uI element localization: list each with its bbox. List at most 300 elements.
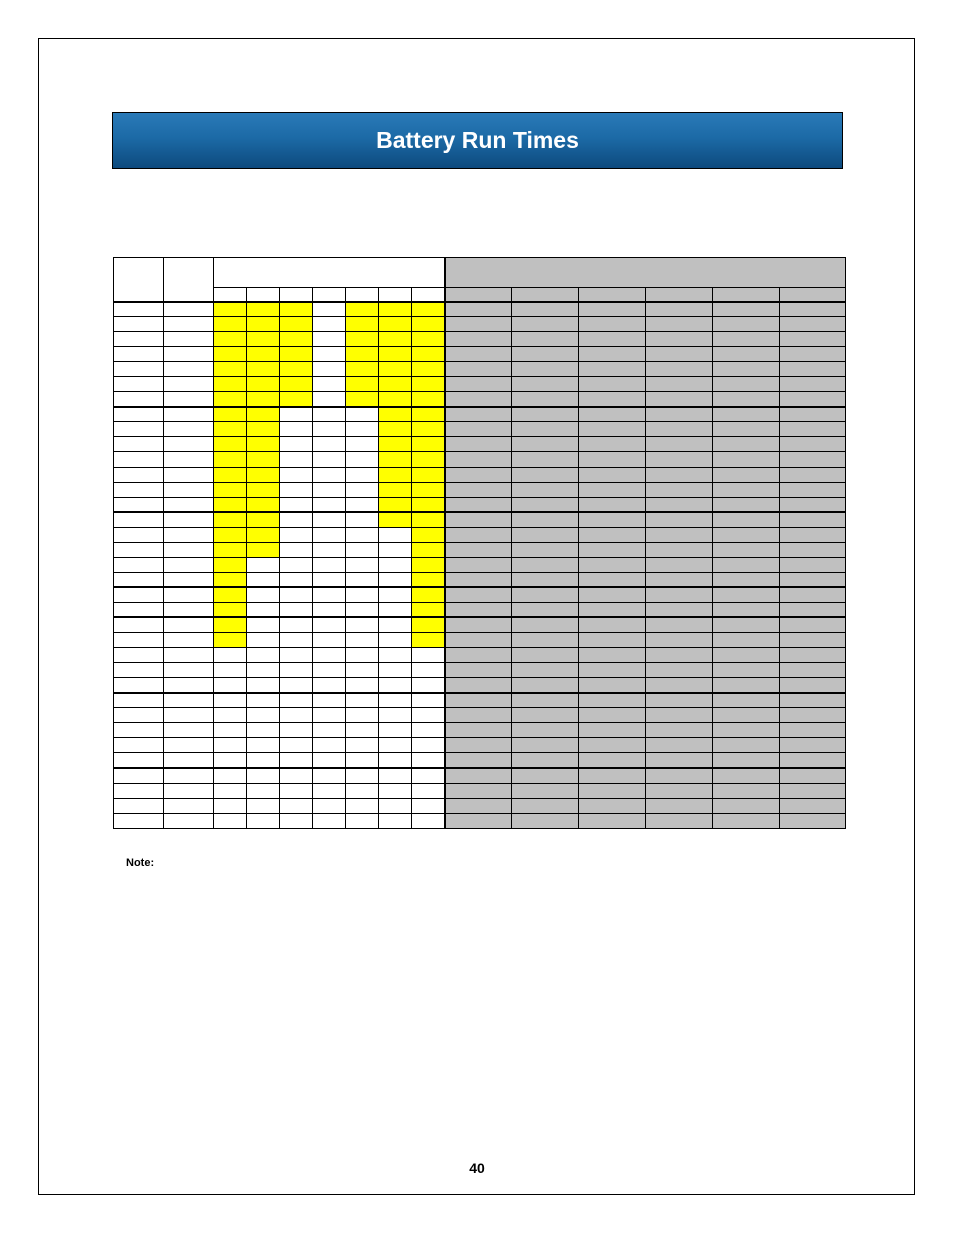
table-cell (346, 467, 379, 482)
table-cell (346, 783, 379, 798)
table-cell-shaded (780, 723, 846, 738)
subheader-cell (247, 288, 280, 302)
table-cell (280, 407, 313, 422)
table-cell (313, 617, 346, 632)
table-cell-shaded (780, 617, 846, 632)
table-row (114, 557, 846, 572)
table-cell-shaded (579, 467, 646, 482)
table-cell (164, 467, 214, 482)
table-row (114, 512, 846, 527)
table-cell-shaded (646, 648, 713, 663)
table-cell-shaded (646, 602, 713, 617)
table-cell-shaded (512, 392, 579, 407)
table-cell (346, 587, 379, 602)
table-cell-shaded (579, 587, 646, 602)
table-cell (164, 392, 214, 407)
subheader-cell (412, 288, 445, 302)
header-cell (164, 258, 214, 302)
table-cell-shaded (512, 467, 579, 482)
table-cell-shaded (646, 497, 713, 512)
table-cell-highlighted (214, 347, 247, 362)
table-cell-shaded (512, 738, 579, 753)
subheader-cell-shaded (445, 288, 512, 302)
table-cell (247, 753, 280, 768)
table-cell (313, 738, 346, 753)
table-cell (114, 602, 164, 617)
table-cell-shaded (445, 798, 512, 813)
table-cell-highlighted (412, 332, 445, 347)
table-row (114, 678, 846, 693)
table-cell (379, 587, 412, 602)
table-cell (280, 617, 313, 632)
table-cell-highlighted (412, 302, 445, 317)
table-cell-shaded (445, 813, 512, 828)
table-cell (280, 527, 313, 542)
table-cell-shaded (713, 347, 780, 362)
table-cell (114, 693, 164, 708)
table-row (114, 407, 846, 422)
table-cell-highlighted (214, 437, 247, 452)
table-cell (114, 407, 164, 422)
table-cell-highlighted (247, 512, 280, 527)
table-cell-shaded (445, 317, 512, 332)
table-cell (313, 633, 346, 648)
table-cell (313, 678, 346, 693)
table-cell-highlighted (379, 422, 412, 437)
table-cell (412, 753, 445, 768)
table-cell-shaded (713, 648, 780, 663)
table-cell-shaded (445, 362, 512, 377)
table-cell-shaded (579, 798, 646, 813)
table-cell-shaded (713, 437, 780, 452)
table-cell-shaded (646, 813, 713, 828)
table-cell (164, 437, 214, 452)
table-cell-shaded (780, 347, 846, 362)
table-cell-shaded (445, 587, 512, 602)
table-cell-shaded (512, 452, 579, 467)
table-cell (346, 768, 379, 783)
table-cell-highlighted (412, 512, 445, 527)
table-cell-highlighted (247, 377, 280, 392)
table-cell (379, 602, 412, 617)
table-cell-shaded (512, 813, 579, 828)
table-cell-shaded (445, 392, 512, 407)
table-cell-shaded (646, 437, 713, 452)
table-cell (313, 527, 346, 542)
header-group-cell (214, 258, 445, 288)
table-row (114, 798, 846, 813)
table-cell (379, 768, 412, 783)
table-cell (280, 663, 313, 678)
table-cell (412, 783, 445, 798)
table-cell (346, 663, 379, 678)
table-cell-highlighted (412, 452, 445, 467)
table-cell-highlighted (214, 482, 247, 497)
table-cell-shaded (713, 617, 780, 632)
table-cell-shaded (780, 768, 846, 783)
table-cell-highlighted (379, 347, 412, 362)
table-cell-shaded (445, 648, 512, 663)
table-cell-highlighted (214, 332, 247, 347)
table-cell (247, 693, 280, 708)
table-cell (313, 557, 346, 572)
table-cell-shaded (445, 753, 512, 768)
table-cell-highlighted (214, 633, 247, 648)
table-cell (313, 452, 346, 467)
table-cell (313, 422, 346, 437)
table-cell-shaded (713, 377, 780, 392)
table-cell (280, 768, 313, 783)
table-cell (247, 738, 280, 753)
table-cell (313, 407, 346, 422)
table-row (114, 633, 846, 648)
table-cell-shaded (780, 437, 846, 452)
table-cell (164, 557, 214, 572)
table-cell-shaded (512, 407, 579, 422)
table-cell-shaded (780, 813, 846, 828)
table-cell (214, 798, 247, 813)
table-cell-highlighted (379, 437, 412, 452)
table-row (114, 813, 846, 828)
table-cell-shaded (579, 347, 646, 362)
table-cell-shaded (579, 452, 646, 467)
table-cell-shaded (579, 482, 646, 497)
table-cell-highlighted (379, 302, 412, 317)
table-cell (114, 452, 164, 467)
table-cell-highlighted (379, 482, 412, 497)
table-cell-highlighted (346, 332, 379, 347)
table-cell-shaded (512, 617, 579, 632)
table-cell-shaded (780, 663, 846, 678)
table-cell-shaded (512, 422, 579, 437)
table-cell-shaded (646, 678, 713, 693)
table-cell-shaded (579, 497, 646, 512)
table-cell-highlighted (247, 317, 280, 332)
table-cell (114, 663, 164, 678)
table-cell (164, 332, 214, 347)
table-cell (346, 678, 379, 693)
table-cell (280, 738, 313, 753)
table-cell-shaded (780, 482, 846, 497)
table-cell-highlighted (412, 587, 445, 602)
table-cell-highlighted (247, 302, 280, 317)
table-cell (247, 813, 280, 828)
table-cell-highlighted (214, 497, 247, 512)
table-cell (346, 723, 379, 738)
table-cell-shaded (445, 527, 512, 542)
table-cell (164, 482, 214, 497)
table-cell (114, 798, 164, 813)
table-cell (346, 497, 379, 512)
table-cell (114, 437, 164, 452)
table-row (114, 467, 846, 482)
table-cell-shaded (646, 317, 713, 332)
table-cell-shaded (780, 738, 846, 753)
table-cell (114, 302, 164, 317)
table-cell (164, 783, 214, 798)
table-cell-highlighted (280, 302, 313, 317)
table-row (114, 617, 846, 632)
table-cell (313, 768, 346, 783)
table-cell (313, 497, 346, 512)
table-cell-shaded (512, 663, 579, 678)
table-cell-shaded (579, 407, 646, 422)
table-cell (164, 422, 214, 437)
table-cell-shaded (646, 377, 713, 392)
table-cell (379, 663, 412, 678)
table-cell-shaded (780, 452, 846, 467)
table-cell (313, 693, 346, 708)
table-cell-shaded (780, 497, 846, 512)
table-cell-highlighted (247, 542, 280, 557)
table-cell-highlighted (214, 557, 247, 572)
table-cell-shaded (445, 738, 512, 753)
table-cell-shaded (579, 663, 646, 678)
table-cell-shaded (713, 392, 780, 407)
table-cell (214, 753, 247, 768)
table-cell (313, 813, 346, 828)
table-cell (247, 723, 280, 738)
table-cell (214, 648, 247, 663)
table-cell-shaded (579, 422, 646, 437)
table-cell-highlighted (247, 527, 280, 542)
table-cell (346, 648, 379, 663)
table-cell-highlighted (412, 317, 445, 332)
table-cell (114, 572, 164, 587)
table-row (114, 663, 846, 678)
table-cell-shaded (646, 708, 713, 723)
table-cell-highlighted (214, 617, 247, 632)
table-cell-shaded (780, 512, 846, 527)
table-cell (412, 723, 445, 738)
table-cell-shaded (780, 783, 846, 798)
table-cell (114, 422, 164, 437)
header-row-top (114, 258, 846, 288)
table-row (114, 347, 846, 362)
table-cell-shaded (512, 693, 579, 708)
table-cell (247, 678, 280, 693)
table-cell-shaded (780, 633, 846, 648)
table-row (114, 602, 846, 617)
table-cell (247, 648, 280, 663)
note-label: Note: (126, 857, 155, 869)
table-cell (247, 602, 280, 617)
table-cell-shaded (646, 798, 713, 813)
table-cell-shaded (579, 362, 646, 377)
table-cell-shaded (512, 557, 579, 572)
table-cell-highlighted (412, 633, 445, 648)
table-cell (164, 768, 214, 783)
table-cell-shaded (646, 362, 713, 377)
page-number: 40 (469, 1160, 485, 1176)
table-cell-highlighted (412, 347, 445, 362)
table-cell-shaded (579, 768, 646, 783)
table-cell-shaded (780, 542, 846, 557)
table-cell (114, 753, 164, 768)
page-title: Battery Run Times (376, 127, 579, 153)
table-cell-shaded (445, 693, 512, 708)
table-cell (313, 663, 346, 678)
table-cell (164, 678, 214, 693)
table-row (114, 587, 846, 602)
table-cell-shaded (445, 768, 512, 783)
table-cell (114, 497, 164, 512)
table-cell-shaded (579, 723, 646, 738)
table-cell (280, 572, 313, 587)
table-cell (114, 768, 164, 783)
table-cell-shaded (646, 693, 713, 708)
table-cell (164, 572, 214, 587)
table-cell (313, 302, 346, 317)
table-cell (280, 753, 313, 768)
table-cell-shaded (512, 633, 579, 648)
table-row (114, 723, 846, 738)
table-cell-shaded (780, 407, 846, 422)
table-cell-shaded (579, 602, 646, 617)
table-cell (280, 678, 313, 693)
table-cell-shaded (579, 648, 646, 663)
table-cell (346, 798, 379, 813)
table-cell-shaded (646, 723, 713, 738)
table-cell (280, 783, 313, 798)
table-cell (346, 437, 379, 452)
table-cell (114, 332, 164, 347)
table-cell (346, 633, 379, 648)
table-row (114, 527, 846, 542)
table-cell-shaded (579, 527, 646, 542)
table-cell (114, 512, 164, 527)
subheader-cell (379, 288, 412, 302)
table-cell (379, 678, 412, 693)
table-cell (114, 633, 164, 648)
table-cell (164, 527, 214, 542)
table-cell-shaded (512, 768, 579, 783)
table-cell-shaded (445, 302, 512, 317)
table-row (114, 332, 846, 347)
table-cell-highlighted (247, 497, 280, 512)
table-cell (379, 813, 412, 828)
table-cell-shaded (646, 572, 713, 587)
table-cell-shaded (780, 467, 846, 482)
table-cell-highlighted (247, 347, 280, 362)
table-cell (114, 813, 164, 828)
table-cell-highlighted (214, 392, 247, 407)
table-cell-highlighted (214, 602, 247, 617)
battery-run-times-table (113, 257, 846, 829)
table-cell-shaded (445, 678, 512, 693)
table-cell-shaded (713, 602, 780, 617)
table-row (114, 542, 846, 557)
table-cell (214, 708, 247, 723)
table-cell-shaded (780, 693, 846, 708)
table-cell (214, 813, 247, 828)
table-cell (346, 482, 379, 497)
table-cell (164, 497, 214, 512)
table-cell-shaded (780, 602, 846, 617)
table-cell-shaded (579, 708, 646, 723)
table-cell-shaded (713, 497, 780, 512)
table-cell-shaded (713, 302, 780, 317)
subheader-cell-shaded (512, 288, 579, 302)
table-cell-highlighted (379, 377, 412, 392)
table-cell-shaded (579, 332, 646, 347)
table-cell (280, 633, 313, 648)
table-cell-shaded (713, 678, 780, 693)
table-cell (164, 753, 214, 768)
table-cell (164, 633, 214, 648)
table-cell-shaded (512, 362, 579, 377)
table-cell-shaded (780, 362, 846, 377)
table-cell-shaded (646, 753, 713, 768)
table-cell-shaded (445, 663, 512, 678)
table-cell-shaded (445, 633, 512, 648)
table-cell (114, 392, 164, 407)
table-cell (313, 392, 346, 407)
table-cell (164, 723, 214, 738)
table-cell-highlighted (247, 482, 280, 497)
table-cell (247, 572, 280, 587)
table-cell (164, 738, 214, 753)
table-cell (280, 482, 313, 497)
table-cell (313, 783, 346, 798)
table-cell-highlighted (412, 362, 445, 377)
table-cell (247, 663, 280, 678)
table-cell (379, 572, 412, 587)
table-cell-highlighted (280, 347, 313, 362)
table-cell (164, 648, 214, 663)
table-cell-shaded (512, 602, 579, 617)
table-cell (164, 708, 214, 723)
table-cell (247, 708, 280, 723)
table-cell (346, 738, 379, 753)
table-row (114, 738, 846, 753)
table-cell (280, 452, 313, 467)
table-row (114, 377, 846, 392)
table-cell-shaded (445, 557, 512, 572)
table-cell (114, 527, 164, 542)
table-cell (313, 602, 346, 617)
table-cell-highlighted (214, 317, 247, 332)
table-cell (346, 422, 379, 437)
table-cell-shaded (713, 693, 780, 708)
table-cell (164, 587, 214, 602)
table-cell-shaded (780, 332, 846, 347)
table-cell-highlighted (346, 392, 379, 407)
table-cell (114, 617, 164, 632)
table-row (114, 753, 846, 768)
table-row (114, 708, 846, 723)
table-cell (164, 798, 214, 813)
table-cell (346, 693, 379, 708)
table-cell (379, 723, 412, 738)
table-cell (412, 693, 445, 708)
table-cell (379, 617, 412, 632)
subheader-cell-shaded (713, 288, 780, 302)
table-cell-shaded (512, 347, 579, 362)
table-cell-highlighted (247, 422, 280, 437)
table-cell-shaded (445, 452, 512, 467)
table-cell-highlighted (412, 392, 445, 407)
table-cell-highlighted (214, 407, 247, 422)
table-cell (346, 407, 379, 422)
table-cell-highlighted (412, 377, 445, 392)
table-cell (412, 663, 445, 678)
table-cell-shaded (445, 332, 512, 347)
table-cell (346, 708, 379, 723)
table-cell (313, 482, 346, 497)
table-cell (346, 452, 379, 467)
table-row (114, 768, 846, 783)
